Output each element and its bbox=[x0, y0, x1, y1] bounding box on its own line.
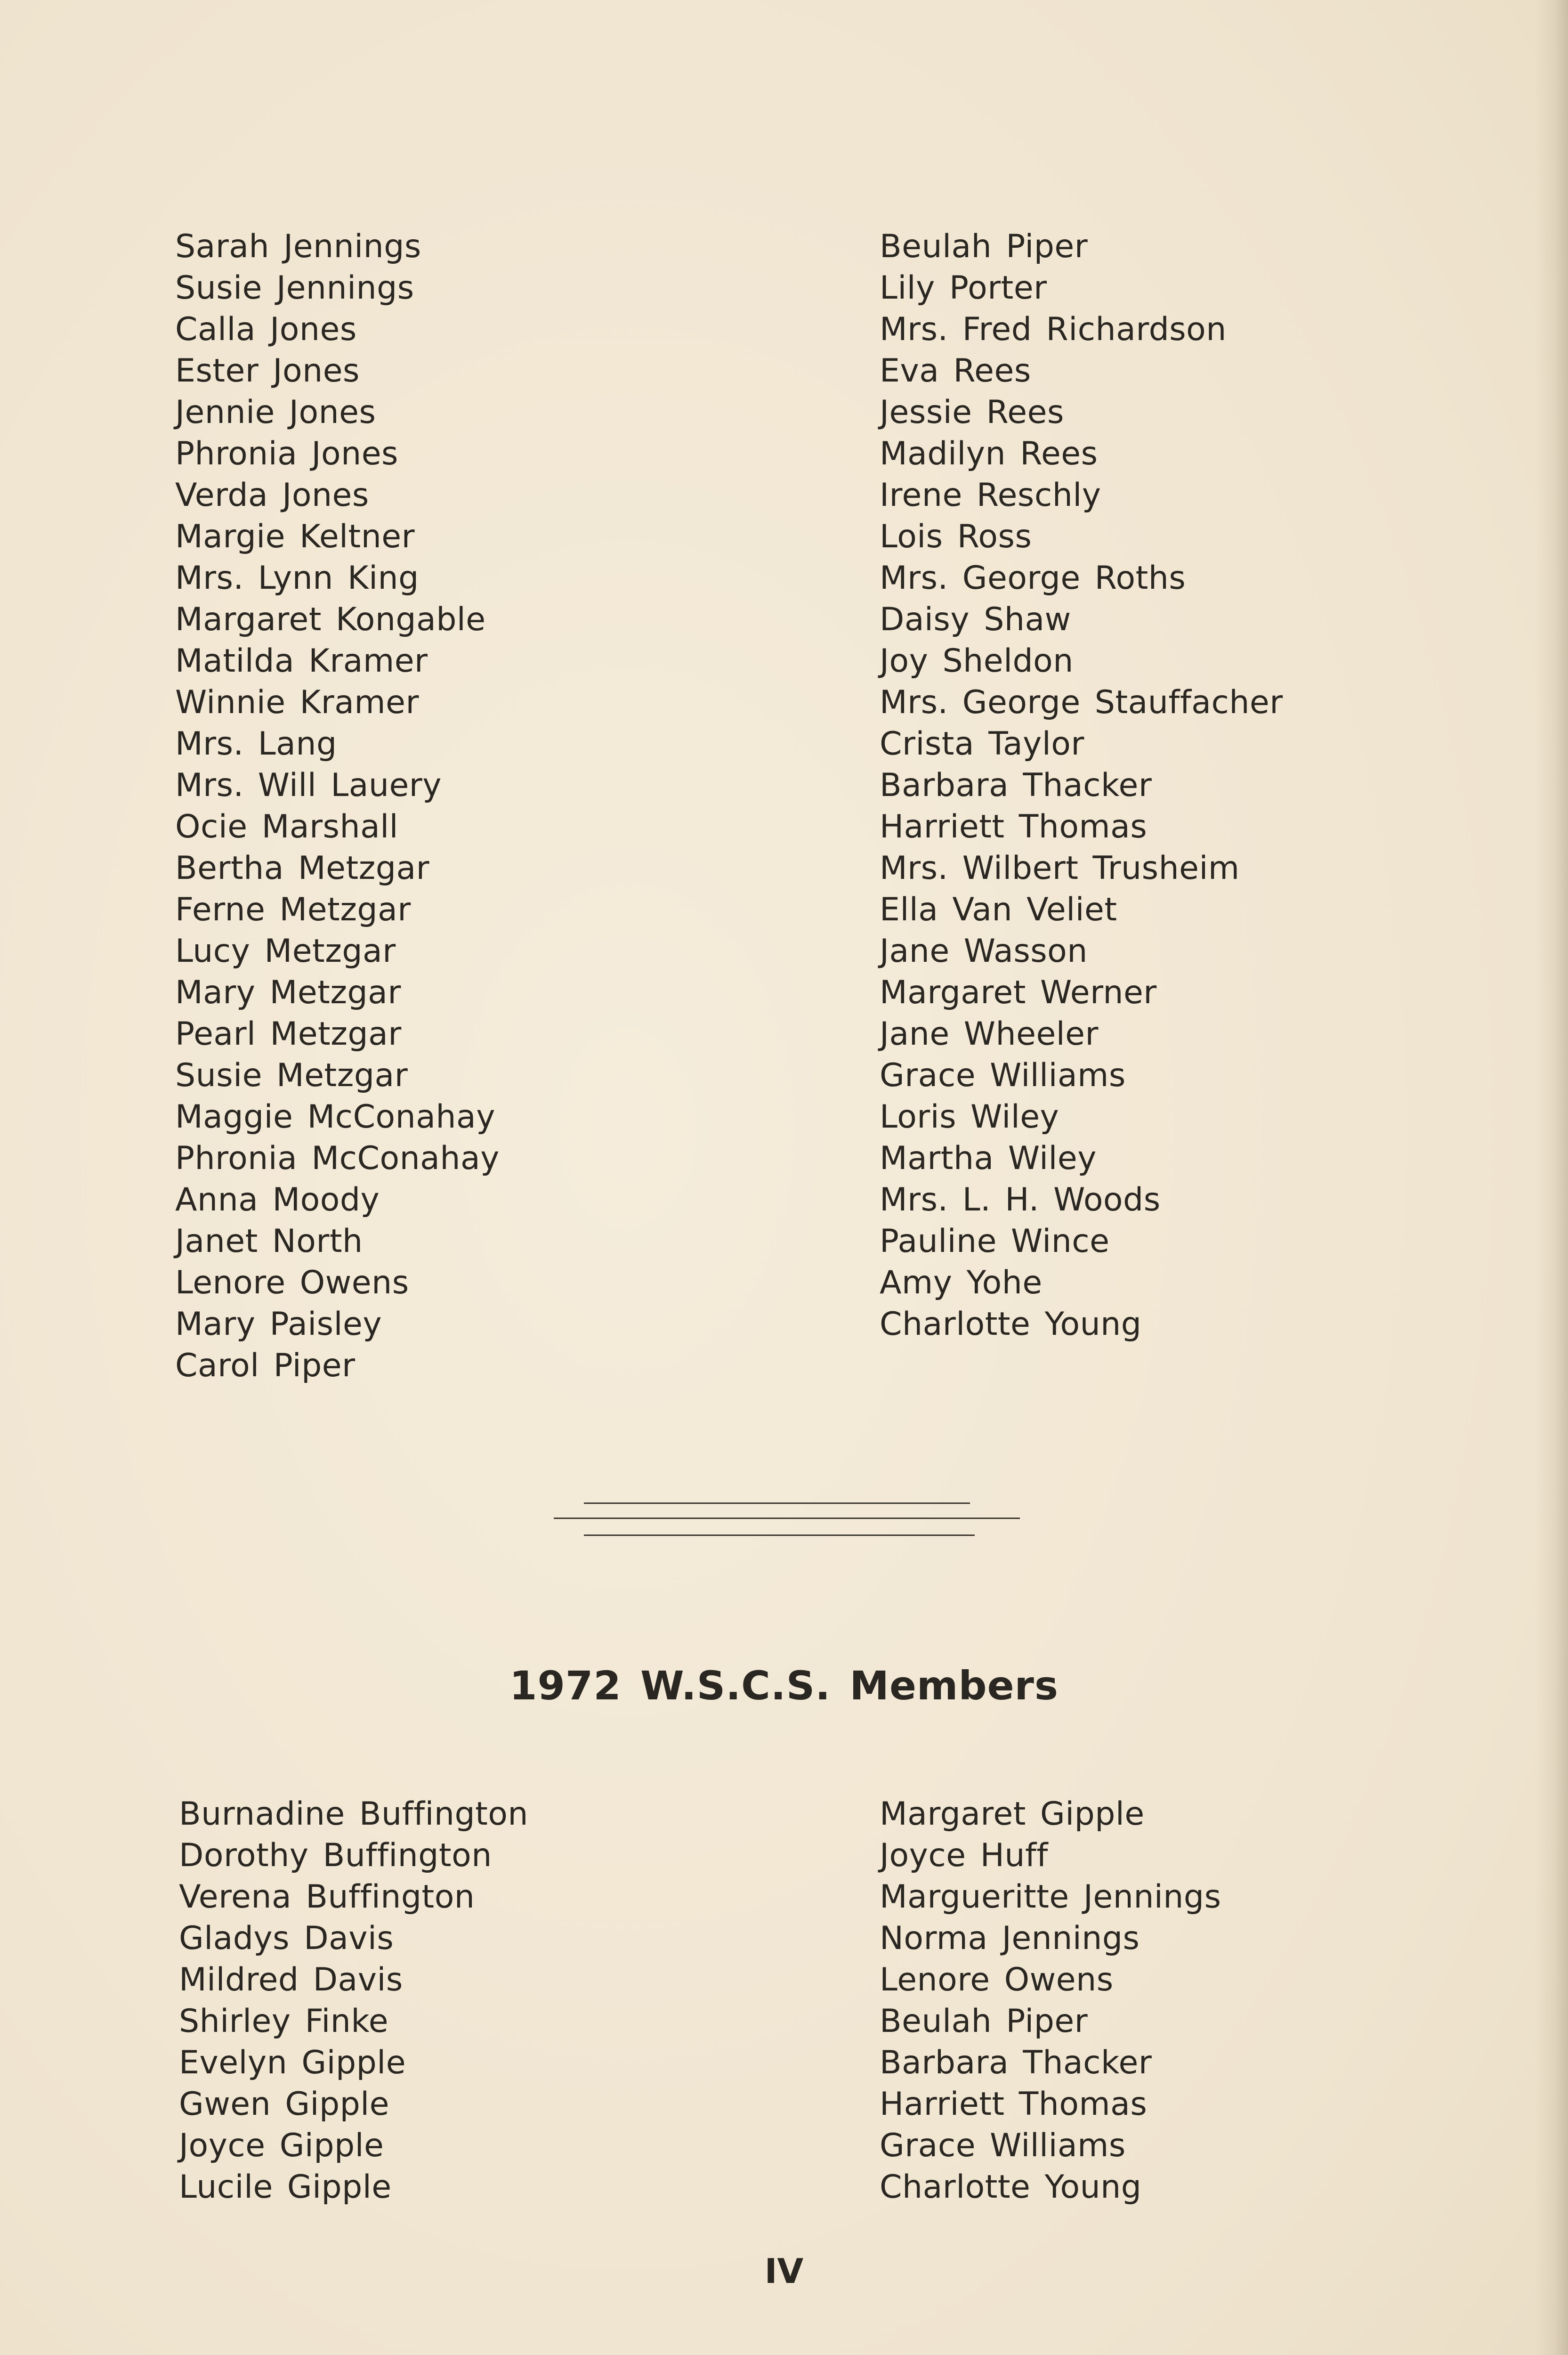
member-name: Charlotte Young bbox=[880, 1306, 1142, 1343]
member-name: Carol Piper bbox=[175, 1347, 356, 1384]
member-name: Lenore Owens bbox=[880, 1961, 1114, 1998]
member-name: Joyce Huff bbox=[880, 1837, 1048, 1874]
page-edge-shadow bbox=[1535, 0, 1568, 2355]
member-name: Maggie McConahay bbox=[175, 1098, 495, 1136]
member-name: Susie Metzgar bbox=[175, 1057, 408, 1094]
page-number: IV bbox=[764, 2251, 804, 2291]
member-name: Loris Wiley bbox=[880, 1098, 1059, 1136]
member-name: Barbara Thacker bbox=[880, 2044, 1152, 2081]
member-name: Norma Jennings bbox=[880, 1920, 1140, 1957]
member-name: Pearl Metzgar bbox=[175, 1015, 402, 1053]
member-name: Anna Moody bbox=[175, 1181, 380, 1218]
member-name: Sarah Jennings bbox=[175, 228, 421, 265]
divider-rule bbox=[584, 1502, 970, 1504]
member-name: Lucy Metzgar bbox=[175, 933, 396, 970]
member-name: Margaret Werner bbox=[880, 974, 1157, 1011]
member-name: Amy Yohe bbox=[880, 1264, 1043, 1301]
wscs-list-right-column bbox=[880, 1794, 1221, 2208]
member-name: Mrs. Wilbert Trusheim bbox=[880, 850, 1240, 887]
member-name: Joyce Gipple bbox=[179, 2127, 384, 2164]
member-name: Margie Keltner bbox=[175, 518, 415, 555]
member-name: Joy Sheldon bbox=[880, 642, 1074, 680]
divider-rule bbox=[554, 1518, 1020, 1519]
member-name: Mary Paisley bbox=[175, 1306, 382, 1343]
member-name: Verda Jones bbox=[175, 477, 369, 514]
member-name: Phronia Jones bbox=[175, 435, 398, 472]
member-name: Evelyn Gipple bbox=[179, 2044, 406, 2081]
member-name: Charlotte Young bbox=[880, 2168, 1142, 2206]
member-name: Grace Williams bbox=[880, 2127, 1126, 2164]
member-name: Daisy Shaw bbox=[880, 601, 1071, 638]
member-name: Ester Jones bbox=[175, 352, 360, 390]
divider-rule bbox=[584, 1535, 975, 1536]
member-name: Ferne Metzgar bbox=[175, 891, 411, 928]
wscs-list-left-column bbox=[179, 1794, 528, 2208]
member-name: Mary Metzgar bbox=[175, 974, 401, 1011]
member-name: Jane Wasson bbox=[880, 933, 1088, 970]
member-name: Lucile Gipple bbox=[179, 2168, 392, 2206]
member-name: Madilyn Rees bbox=[880, 435, 1098, 472]
member-name: Margaret Gipple bbox=[880, 1795, 1145, 1833]
member-name: Mildred Davis bbox=[179, 1961, 403, 1998]
member-name: Beulah Piper bbox=[880, 2003, 1088, 2040]
member-name: Lily Porter bbox=[880, 269, 1047, 307]
member-name: Mrs. Fred Richardson bbox=[880, 311, 1227, 348]
member-name: Margueritte Jennings bbox=[880, 1878, 1221, 1916]
member-name: Mrs. Lynn King bbox=[175, 560, 419, 597]
member-name: Calla Jones bbox=[175, 311, 357, 348]
member-name: Phronia McConahay bbox=[175, 1140, 500, 1177]
member-name: Grace Williams bbox=[880, 1057, 1126, 1094]
member-name: Eva Rees bbox=[880, 352, 1031, 390]
member-name: Ella Van Veliet bbox=[880, 891, 1117, 928]
member-name: Gladys Davis bbox=[179, 1920, 394, 1957]
member-name: Gwen Gipple bbox=[179, 2086, 389, 2123]
member-name: Matilda Kramer bbox=[175, 642, 428, 680]
member-name: Martha Wiley bbox=[880, 1140, 1097, 1177]
member-name: Mrs. L. H. Woods bbox=[880, 1181, 1161, 1218]
member-name: Barbara Thacker bbox=[880, 767, 1152, 804]
member-name: Jennie Jones bbox=[175, 394, 376, 431]
member-name: Janet North bbox=[175, 1223, 363, 1260]
member-list-right-column bbox=[880, 226, 1283, 1345]
member-name: Margaret Kongable bbox=[175, 601, 486, 638]
member-name: Pauline Wince bbox=[880, 1223, 1110, 1260]
member-name: Harriett Thomas bbox=[880, 2086, 1148, 2123]
member-name: Ocie Marshall bbox=[175, 808, 399, 845]
member-name: Beulah Piper bbox=[880, 228, 1088, 265]
member-name: Harriett Thomas bbox=[880, 808, 1148, 845]
member-list-left-column bbox=[175, 226, 500, 1387]
member-name: Verena Buffington bbox=[179, 1878, 475, 1916]
member-name: Dorothy Buffington bbox=[179, 1837, 492, 1874]
member-name: Mrs. George Stauffacher bbox=[880, 684, 1283, 721]
member-name: Jane Wheeler bbox=[880, 1015, 1099, 1053]
member-name: Irene Reschly bbox=[880, 477, 1101, 514]
member-name: Mrs. Will Lauery bbox=[175, 767, 442, 804]
member-name: Crista Taylor bbox=[880, 725, 1084, 763]
member-name: Lenore Owens bbox=[175, 1264, 409, 1301]
member-name: Bertha Metzgar bbox=[175, 850, 430, 887]
member-name: Lois Ross bbox=[880, 518, 1032, 555]
member-name: Susie Jennings bbox=[175, 269, 414, 307]
member-name: Mrs. Lang bbox=[175, 725, 337, 763]
member-name: Jessie Rees bbox=[880, 394, 1064, 431]
member-name: Winnie Kramer bbox=[175, 684, 419, 721]
section-heading: 1972 W.S.C.S. Members bbox=[509, 1663, 1059, 1709]
member-name: Burnadine Buffington bbox=[179, 1795, 529, 1833]
member-name: Shirley Finke bbox=[179, 2003, 389, 2040]
member-name: Mrs. George Roths bbox=[880, 560, 1186, 597]
